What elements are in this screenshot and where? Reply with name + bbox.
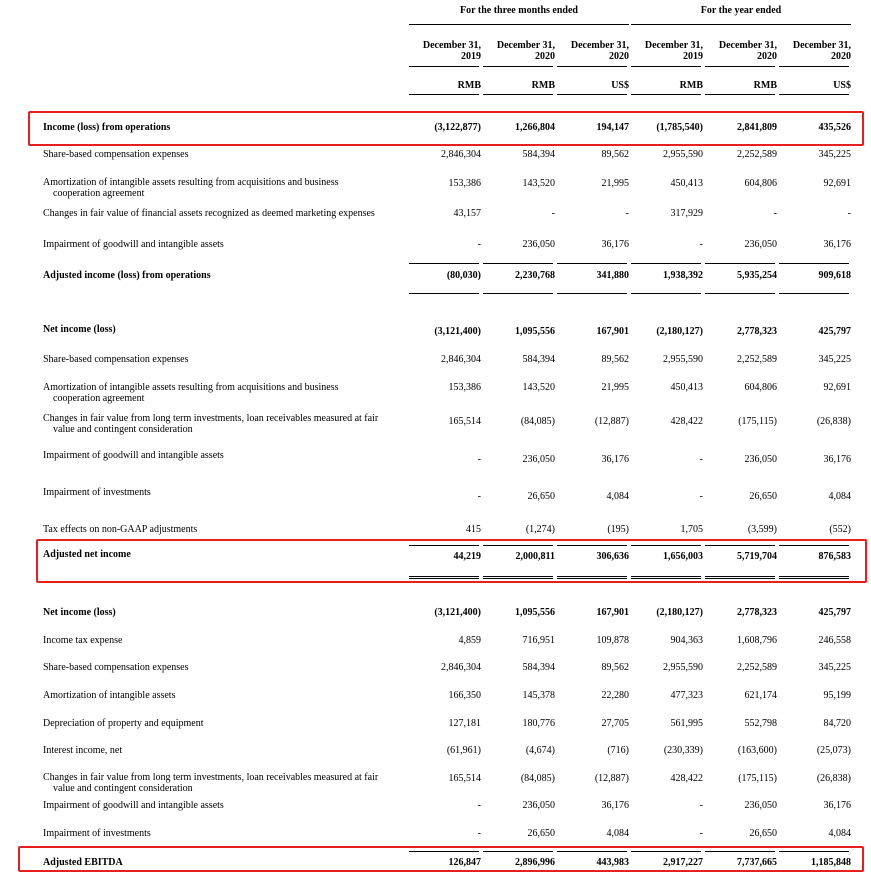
- cell-value: 876,583: [818, 551, 851, 562]
- cell-value: (3,599): [747, 524, 777, 535]
- row-label-text: Depreciation of property and equipment: [43, 718, 204, 729]
- cell-value: 145,378: [522, 690, 555, 701]
- total-rule: [631, 263, 701, 264]
- header-group-underline: [631, 24, 851, 25]
- cell-value: 2,955,590: [663, 149, 703, 160]
- cell-value: 89,562: [601, 354, 629, 365]
- total-rule: [705, 293, 775, 294]
- cell-value: 165,514: [448, 773, 481, 784]
- header-group-underline: [409, 24, 629, 25]
- row-label-text: Impairment of goodwill and intangible assets: [43, 450, 224, 461]
- row-label: [43, 149, 415, 160]
- row-label-text: Tax effects on non-GAAP adjustments: [43, 524, 198, 535]
- cell-value: 443,983: [596, 857, 629, 868]
- cell-value: (230,339): [663, 745, 703, 756]
- cell-value: 1,185,848: [811, 857, 851, 868]
- cell-value: 909,618: [818, 270, 851, 281]
- cell-value: 26,650: [527, 491, 555, 502]
- cell-value: (195): [607, 524, 629, 535]
- row-label: [43, 690, 415, 701]
- cell-value: (3,121,400): [434, 607, 481, 618]
- cell-value: 194,147: [596, 122, 629, 133]
- column-header-underline: [483, 66, 553, 67]
- row-label-text: Amortization of intangible assets: [43, 690, 176, 701]
- column-header-underline: [779, 66, 849, 67]
- cell-value: (1,785,540): [656, 122, 703, 133]
- cell-value: (25,073): [816, 745, 851, 756]
- cell-value: 2,000,811: [515, 551, 555, 562]
- column-currency: US$: [833, 80, 851, 91]
- cell-value: 89,562: [601, 662, 629, 673]
- cell-value: -: [477, 828, 481, 839]
- row-label-text: Changes in fair value of financial assets recognized as deemed marketing expenses: [43, 208, 375, 219]
- cell-value: 2,252,589: [737, 354, 777, 365]
- row-label: [43, 487, 415, 498]
- total-rule: [409, 263, 479, 264]
- cell-value: 89,562: [601, 149, 629, 160]
- cell-value: -: [625, 208, 629, 219]
- cell-value: 435,526: [818, 122, 851, 133]
- cell-value: 36,176: [823, 454, 851, 465]
- row-label: [43, 828, 415, 839]
- cell-value: 604,806: [744, 382, 777, 393]
- cell-value: 584,394: [522, 662, 555, 673]
- row-label-text: Adjusted net income: [43, 549, 131, 560]
- total-rule: [483, 293, 553, 294]
- cell-value: 2,846,304: [441, 149, 481, 160]
- column-header-date: [559, 40, 629, 62]
- cell-value: 2,955,590: [663, 354, 703, 365]
- total-rule: [631, 293, 701, 294]
- cell-value: (26,838): [816, 416, 851, 427]
- cell-value: (3,122,877): [434, 122, 481, 133]
- cell-value: 345,225: [818, 662, 851, 673]
- cell-value: 904,363: [670, 635, 703, 646]
- cell-value: (175,115): [738, 773, 777, 784]
- column-date-label: December 31,: [496, 40, 555, 51]
- cell-value: 2,955,590: [663, 662, 703, 673]
- cell-value: -: [551, 208, 555, 219]
- cell-value: 1,095,556: [515, 607, 555, 618]
- cell-value: 450,413: [670, 178, 703, 189]
- cell-value: 127,181: [448, 718, 481, 729]
- column-date-label: December 31,: [570, 40, 629, 51]
- cell-value: 26,650: [749, 828, 777, 839]
- cell-value: 167,901: [596, 326, 629, 337]
- row-label-text: Adjusted EBITDA: [43, 857, 123, 868]
- cell-value: (2,180,127): [656, 326, 703, 337]
- cell-value: 1,705: [680, 524, 703, 535]
- cell-value: 604,806: [744, 178, 777, 189]
- cell-value: (163,600): [737, 745, 777, 756]
- cell-value: 26,650: [749, 491, 777, 502]
- column-date-label: December 31,: [644, 40, 703, 51]
- row-label: [43, 239, 415, 250]
- column-header-date: [411, 40, 481, 62]
- cell-value: 36,176: [823, 239, 851, 250]
- column-header-date: [781, 40, 851, 62]
- cell-value: 2,252,589: [737, 662, 777, 673]
- cell-value: 44,219: [453, 551, 481, 562]
- cell-value: 2,778,323: [737, 326, 777, 337]
- total-rule: [705, 263, 775, 264]
- row-label-text: Impairment of goodwill and intangible assets: [43, 800, 224, 811]
- cell-value: 425,797: [818, 326, 851, 337]
- row-label-text: Amortization of intangible assets resulting from acquisitions and business: [43, 177, 339, 188]
- row-label: [43, 413, 415, 435]
- cell-value: 552,798: [744, 718, 777, 729]
- cell-value: 36,176: [823, 800, 851, 811]
- cell-value: (84,085): [520, 416, 555, 427]
- column-currency: RMB: [753, 80, 777, 91]
- cell-value: 43,157: [453, 208, 481, 219]
- row-label-continuation: value and contingent consideration: [53, 783, 193, 794]
- row-label-text: Interest income, net: [43, 745, 123, 756]
- row-label-text: Income tax expense: [43, 635, 123, 646]
- cell-value: -: [699, 800, 703, 811]
- row-label-text: Impairment of investments: [43, 828, 151, 839]
- cell-value: (716): [607, 745, 629, 756]
- cell-value: -: [477, 454, 481, 465]
- row-label-text: Changes in fair value from long term investments, loan receivables measured at fair: [43, 413, 379, 424]
- currency-underline: [483, 94, 553, 95]
- cell-value: (84,085): [520, 773, 555, 784]
- cell-value: 2,778,323: [737, 607, 777, 618]
- cell-value: 92,691: [823, 178, 851, 189]
- row-label: [43, 270, 415, 281]
- row-label-continuation: value and contingent consideration: [53, 424, 193, 435]
- cell-value: 345,225: [818, 149, 851, 160]
- column-currency: RMB: [457, 80, 481, 91]
- cell-value: 425,797: [818, 607, 851, 618]
- cell-value: -: [699, 828, 703, 839]
- cell-value: 450,413: [670, 382, 703, 393]
- cell-value: 246,558: [818, 635, 851, 646]
- cell-value: 36,176: [601, 454, 629, 465]
- cell-value: 143,520: [522, 178, 555, 189]
- cell-value: (2,180,127): [656, 607, 703, 618]
- cell-value: 153,386: [448, 178, 481, 189]
- total-rule: [779, 263, 849, 264]
- row-label-text: Net income (loss): [43, 607, 116, 618]
- cell-value: 1,938,392: [663, 270, 703, 281]
- cell-value: 2,841,809: [737, 122, 777, 133]
- highlight-adjusted-net-income: [36, 539, 867, 583]
- column-year-label: 2019: [461, 51, 481, 62]
- column-header-underline: [557, 66, 627, 67]
- column-header-date: [633, 40, 703, 62]
- row-label: [43, 800, 415, 811]
- currency-underline: [557, 94, 627, 95]
- cell-value: 2,846,304: [441, 354, 481, 365]
- cell-value: 561,995: [670, 718, 703, 729]
- cell-value: 306,636: [596, 551, 629, 562]
- row-label-text: Share-based compensation expenses: [43, 354, 189, 365]
- cell-value: 621,174: [744, 690, 777, 701]
- column-header-date: [707, 40, 777, 62]
- cell-value: 2,230,768: [515, 270, 555, 281]
- header-group-three-months: For the three months ended: [460, 5, 578, 16]
- cell-value: 109,878: [596, 635, 629, 646]
- row-label: [43, 324, 415, 335]
- column-header-underline: [705, 66, 775, 67]
- column-header-underline: [409, 66, 479, 67]
- cell-value: 27,705: [601, 718, 629, 729]
- total-rule: [557, 293, 627, 294]
- cell-value: 2,252,589: [737, 149, 777, 160]
- row-label: [43, 745, 415, 756]
- total-rule: [409, 293, 479, 294]
- row-label-text: Share-based compensation expenses: [43, 662, 189, 673]
- row-label-continuation: cooperation agreement: [53, 393, 145, 404]
- cell-value: 165,514: [448, 416, 481, 427]
- cell-value: 84,720: [823, 718, 851, 729]
- row-label-text: Income (loss) from operations: [43, 122, 171, 133]
- cell-value: (3,121,400): [434, 326, 481, 337]
- currency-underline: [705, 94, 775, 95]
- row-label-text: Amortization of intangible assets resulting from acquisitions and business: [43, 382, 339, 393]
- column-year-label: 2019: [683, 51, 703, 62]
- currency-underline: [631, 94, 701, 95]
- cell-value: 4,084: [606, 828, 629, 839]
- cell-value: 1,608,796: [737, 635, 777, 646]
- cell-value: 126,847: [448, 857, 481, 868]
- cell-value: 477,323: [670, 690, 703, 701]
- row-label-text: Impairment of goodwill and intangible assets: [43, 239, 224, 250]
- cell-value: 341,880: [596, 270, 629, 281]
- cell-value: 584,394: [522, 354, 555, 365]
- highlight-adjusted-ebitda: [18, 846, 864, 872]
- cell-value: 2,846,304: [441, 662, 481, 673]
- cell-value: -: [699, 454, 703, 465]
- cell-value: (4,674): [525, 745, 555, 756]
- cell-value: 4,084: [828, 828, 851, 839]
- cell-value: 5,719,704: [737, 551, 777, 562]
- cell-value: -: [477, 239, 481, 250]
- cell-value: -: [477, 800, 481, 811]
- row-label: [43, 524, 415, 535]
- cell-value: 236,050: [522, 239, 555, 250]
- row-label: [43, 718, 415, 729]
- cell-value: 26,650: [527, 828, 555, 839]
- row-label: [43, 772, 415, 794]
- cell-value: 1,095,556: [515, 326, 555, 337]
- cell-value: 4,084: [828, 491, 851, 502]
- cell-value: 92,691: [823, 382, 851, 393]
- cell-value: 584,394: [522, 149, 555, 160]
- cell-value: 317,929: [670, 208, 703, 219]
- row-label: [43, 208, 415, 219]
- cell-value: (175,115): [738, 416, 777, 427]
- cell-value: 153,386: [448, 382, 481, 393]
- row-label-text: Share-based compensation expenses: [43, 149, 189, 160]
- row-label: [43, 450, 415, 461]
- row-label: [43, 607, 415, 618]
- cell-value: 236,050: [744, 454, 777, 465]
- cell-value: 415: [466, 524, 481, 535]
- total-rule: [557, 263, 627, 264]
- cell-value: 36,176: [601, 239, 629, 250]
- currency-underline: [779, 94, 849, 95]
- cell-value: 22,280: [601, 690, 629, 701]
- total-rule: [483, 263, 553, 264]
- cell-value: 21,995: [601, 178, 629, 189]
- cell-value: (61,961): [446, 745, 481, 756]
- cell-value: 21,995: [601, 382, 629, 393]
- cell-value: -: [699, 239, 703, 250]
- cell-value: 716,951: [522, 635, 555, 646]
- cell-value: 236,050: [522, 800, 555, 811]
- cell-value: 345,225: [818, 354, 851, 365]
- total-rule: [779, 293, 849, 294]
- cell-value: (80,030): [446, 270, 481, 281]
- cell-value: 5,935,254: [737, 270, 777, 281]
- column-year-label: 2020: [535, 51, 555, 62]
- cell-value: -: [699, 491, 703, 502]
- row-label-text: Adjusted income (loss) from operations: [43, 270, 211, 281]
- cell-value: 167,901: [596, 607, 629, 618]
- cell-value: 236,050: [522, 454, 555, 465]
- header-group-year: For the year ended: [700, 5, 782, 16]
- column-year-label: 2020: [757, 51, 777, 62]
- column-date-label: December 31,: [718, 40, 777, 51]
- cell-value: (552): [829, 524, 851, 535]
- column-year-label: 2020: [609, 51, 629, 62]
- cell-value: 36,176: [601, 800, 629, 811]
- cell-value: (12,887): [594, 416, 629, 427]
- row-label: [43, 177, 415, 199]
- cell-value: 95,199: [823, 690, 851, 701]
- row-label-continuation: cooperation agreement: [53, 188, 145, 199]
- column-header-underline: [631, 66, 701, 67]
- column-date-label: December 31,: [422, 40, 481, 51]
- row-label: [43, 635, 415, 646]
- cell-value: -: [773, 208, 777, 219]
- cell-value: 1,266,804: [515, 122, 555, 133]
- cell-value: (26,838): [816, 773, 851, 784]
- cell-value: 428,422: [670, 416, 703, 427]
- row-label-text: Net income (loss): [43, 324, 116, 335]
- cell-value: -: [847, 208, 851, 219]
- row-label: [43, 382, 415, 404]
- column-year-label: 2020: [831, 51, 851, 62]
- cell-value: 2,917,227: [663, 857, 703, 868]
- cell-value: 143,520: [522, 382, 555, 393]
- cell-value: 7,737,665: [737, 857, 777, 868]
- cell-value: 2,896,996: [515, 857, 555, 868]
- cell-value: 4,084: [606, 491, 629, 502]
- column-header-date: [485, 40, 555, 62]
- currency-underline: [409, 94, 479, 95]
- column-currency: US$: [611, 80, 629, 91]
- column-currency: RMB: [679, 80, 703, 91]
- row-label-text: Impairment of investments: [43, 487, 151, 498]
- highlight-income-from-operations: [28, 111, 864, 146]
- cell-value: 236,050: [744, 239, 777, 250]
- column-currency: RMB: [531, 80, 555, 91]
- cell-value: (12,887): [594, 773, 629, 784]
- cell-value: (1,274): [525, 524, 555, 535]
- row-label-text: Changes in fair value from long term investments, loan receivables measured at fair: [43, 772, 379, 783]
- row-label: [43, 662, 415, 673]
- cell-value: -: [477, 491, 481, 502]
- column-date-label: December 31,: [792, 40, 851, 51]
- row-label: [43, 354, 415, 365]
- cell-value: 236,050: [744, 800, 777, 811]
- cell-value: 166,350: [448, 690, 481, 701]
- cell-value: 1,656,003: [663, 551, 703, 562]
- cell-value: 428,422: [670, 773, 703, 784]
- cell-value: 4,859: [458, 635, 481, 646]
- cell-value: 180,776: [522, 718, 555, 729]
